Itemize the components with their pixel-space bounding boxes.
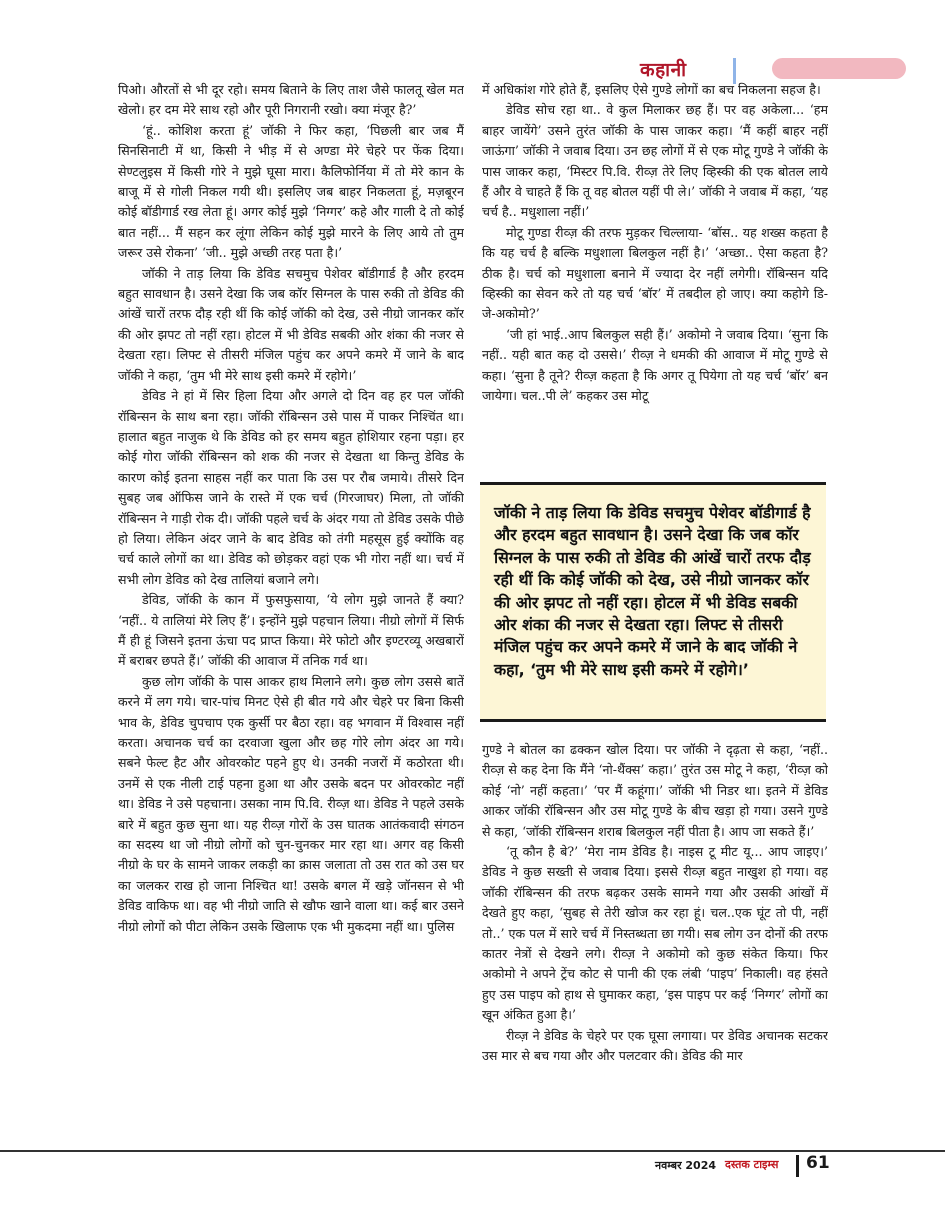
paragraph: रीव्ज़ ने डेविड के चेहरे पर एक घूसा लगाया। पर डेविड अचानक सटकर उस मार से बच गया और और पलटवार की। डेविड की मार <box>482 1027 828 1064</box>
paragraph: गुण्डे ने बोतल का ढक्कन खोल दिया। पर जॉकी ने दृढ़ता से कहा, ‘नहीं.. रीव्ज़ से कह देना कि मैंने ‘नो-थैंक्स’ कहा।’ तुरंत उस मोटू ने कहा, ‘रीव्ज़ को कोई ‘नो’ नहीं कहता।’ ‘पर मैं कहूंगा।’ जॉकी भी निडर था। इतने में डेविड आकर जॉकी रॉबिन्सन और उस मोटू गुण्डे के बीच खड़ा हो गया। उसने गुण्डे से कहा, ‘जॉकी रॉबिन्सन शराब बिलकुल नहीं पीता है। आप जा सकते हैं।’ <box>482 742 828 839</box>
paragraph: ‘जी हां भाई..आप बिलकुल सही हैं।’ अकोमो ने जवाब दिया। ‘सुना कि नहीं.. यही बात कह दो उससे।’ रीव्ज़ ने धमकी की आवाज में मोटू गुण्डे से कहा। ‘सुना है तूने? रीव्ज़ कहता है कि अगर तू पियेगा तो यह चर्च ‘बॉर’ बन जायेगा। चल..पी ले’ कहकर उस मोटू <box>482 326 828 404</box>
paragraph: मोटू गुण्डा रीव्ज़ की तरफ मुड़कर चिल्लाया- ‘बॉस.. यह शख्स कहता है कि यह चर्च है बल्कि मधुशाला बिलकुल नहीं है।’ ‘अच्छा.. ऐसा कहता है? ठीक है। चर्च को मधुशाला बनाने में ज्यादा देर नहीं लगेगी। रॉबिन्सन यदि व्हिस्की का सेवन करे तो यह चर्च ‘बॉर’ में तबदील हो जाए। क्या कहोगे डि-जे-अकोमो?’ <box>482 224 828 322</box>
section-pill-decoration <box>772 58 906 79</box>
section-label: कहानी <box>640 59 687 81</box>
pull-quote-text: जॉकी ने ताड़ लिया कि डेविड सचमुच पेशेवर बॉडीगार्ड है और हरदम बहुत सावधान है। उसने देखा कि जब कॉर सिग्नल के पास रुकी तो डेविड की आंखें चारों तरफ दौड़ रही थीं कि कोई जॉकी को देख, उसे नीग्रो जानकर कॉर की ओर झपट तो नहीं रहा। होटल में भी डेविड सबकी ओर शंका की नजर से देखता रहा। लिफ्ट से तीसरी मंजिल पहुंच कर अपने कमरे में जाने के बाद जॉकी ने कहा, ‘तुम भी मेरे साथ इसी कमरे में रहोगे।’ <box>494 503 811 679</box>
paragraph: में अधिकांश गोरे होते हैं, इसलिए ऐसे गुण्डे लोगों का बच निकलना सहज है। <box>482 82 821 97</box>
right-column-top <box>482 80 828 475</box>
right-column-bottom <box>482 740 828 1125</box>
pull-quote-box <box>480 482 826 722</box>
footer-divider <box>796 1155 799 1177</box>
footer-rule <box>0 1150 945 1152</box>
page-number: 61 <box>806 1153 830 1173</box>
paragraph: जॉकी ने ताड़ लिया कि डेविड सचमुच पेशेवर बॉडीगार्ड है और हरदम बहुत सावधान है। उसने देखा कि जब कॉर सिग्नल के पास रुकी तो डेविड की आंखें चारों तरफ दौड़ रही थीं कि कोई जॉकी को देख, उसे नीग्रो जानकर कॉर की ओर झपट तो नहीं रहा। होटल में भी डेविड सबकी ओर शंका की नजर से देखता रहा। लिफ्ट से तीसरी मंजिल पहुंच कर अपने कमरे में जाने के बाद जॉकी ने कहा, ‘तुम भी मेरे साथ इसी कमरे में रहोगे।’ <box>118 265 464 383</box>
paragraph: ‘हूं.. कोशिश करता हूं’ जॉकी ने फिर कहा, ‘पिछली बार जब मैं सिनसिनाटी में था, किसी ने भीड़ में से अण्डा मेरे चेहरे पर फेंक दिया। सेण्टलुइस में किसी गोरे ने मुझे घूसा मारा। कैलिफोर्निया में तो मेरे कान के बाजू में से गोली निकल गयी थी। इसलिए जब बाहर निकलता हूं, मज़बूरन कोई बॉडीगार्ड रख लेता हूं। अगर कोई मुझे ‘निग्गर’ कहे और गाली दे तो कोई बात नहीं... मैं सहन कर लूंगा लेकिन कोई मुझे मारने के लिए आये तो तुम जरूर उसे रोकना’ ‘जी.. मुझे अच्छी तरह पता है।’ <box>118 122 464 261</box>
paragraph: डेविड ने हां में सिर हिला दिया और अगले दो दिन वह हर पल जॉकी रॉबिन्सन के साथ बना रहा। जॉकी रॉबिन्सन उसे पास में पाकर निश्चिंत था। हालात बहुत नाजुक थे कि डेविड को हर समय बहुत होशियार रहना पड़ा। हर कोई गोरा जॉकी रॉबिन्सन को शक की नजर से देखता था किन्तु डेविड के कारण कोई इतना साहस नहीं कर पाता कि उस पर रौब जमाये। तीसरे दिन सुबह जब ऑफिस जाने के रास्ते में एक चर्च (गिरजाघर) मिला, तो जॉकी रॉबिन्सन ने गाड़ी रोक दी। जॉकी पहले चर्च के अंदर गया तो डेविड उसके पीछे हो लिया। लेकिन अंदर जाने के बाद डेविड को तंगी महसूस हुई क्योंकि वह चर्च काले लोगों का था। डेविड को छोड़कर वहां एक भी गोरा नहीं था। चर्च में सभी लोग डेविड को देख तालियां बजाने लगे। <box>118 388 464 587</box>
paragraph: पिओ। औरतों से भी दूर रहो। समय बिताने के लिए ताश जैसे फालतू खेल मत खेलो। हर दम मेरे साथ रहो और पूरी निगरानी रखो। क्या मंजूर है?’ <box>118 82 464 118</box>
paragraph: डेविड, जॉकी के कान में फुसफुसाया, ‘ये लोग मुझे जानते हैं क्या? ‘नहीं.. ये तालियां मेरे लिए हैं’। इन्होंने मुझे पहचान लिया। नीग्रो लोगों में सिर्फ मैं ही हूं जिसने इतना ऊंचा पद प्राप्त किया। मेरे फोटो और इण्टरव्यू अखबारों में बराबर छपते हैं।’ जॉकी की आवाज में तनिक गर्व था। <box>118 592 464 669</box>
footer-magazine-name: दस्तक टाइम्स <box>725 1158 779 1171</box>
paragraph: कुछ लोग जॉकी के पास आकर हाथ मिलाने लगे। कुछ लोग उससे बातें करने में लग गये। चार-पांच मिनट ऐसे ही बीत गये और चेहरे पर बिना किसी भाव के, डेविड चुपचाप एक कुर्सी पर बैठा रहा। वह भगवान में विश्वास नहीं करता। अचानक चर्च का दरवाजा खुला और छह गोरे लोग अंदर आ गये। सबने फेल्ट हैट और ओवरकोट पहने हुए थे। उनकी नजरों में कठोरता थी। उनमें से एक नीली टाई पहना हुआ था और उसके बदन पर ओवरकोट नहीं था। डेविड ने उसे पहचाना। उसका नाम पि.वि. रीव्ज़ था। डेविड ने पहले उसके बारे में बहुत कुछ सुना था। यह रीव्ज़ गोरों के उस घातक आतंकवादी संगठन का सदस्य था जो नीग्रो लोगों को चुन-चुनकर मार रहा था। अगर वह किसी नीग्रो के घर के सामने जाकर लकड़ी का क्रास जलाता तो उस रात को उस घर का जलकर राख हो जाना निश्चित था! उसके बगल में खड़े जॉनसन से भी डेविड वाकिफ था। वह भी नीग्रो जाति से खौफ खाने वाला था। कई बार उसने नीग्रो लोगों को पीटा लेकिन उसके खिलाफ एक भी मुकदमा नहीं था। पुलिस <box>118 673 464 934</box>
left-column <box>118 80 464 1125</box>
footer-issue-date: नवम्बर 2024 <box>655 1159 717 1172</box>
paragraph: डेविड सोच रहा था.. वे कुल मिलाकर छह हैं। पर वह अकेला... ‘हम बाहर जायेंगे’ उसने तुरंत जॉकी के पास जाकर कहा। ‘मैं कहीं बाहर नहीं जाऊंगा’ जॉकी ने जवाब दिया। उन छह लोगों में से एक मोटू गुण्डे ने जॉकी के पास जाकर कहा, ‘मिस्टर पि.वि. रीव्ज़ तेरे लिए व्हिस्की की एक बोतल लाये हैं और वे चाहते हैं कि तू वह बोतल यहीं पी ले।’ जॉकी ने जवाब में कहा, ‘यह चर्च है.. मधुशाला नहीं।’ <box>482 102 828 220</box>
paragraph: ‘तू कौन है बे?’ ‘मेरा नाम डेविड है। नाइस टू मीट यू... आप जाइए।’ डेविड ने कुछ सख्ती से जवाब दिया। इससे रीव्ज़ बहुत नाखुश हो गया। वह जॉकी रॉबिन्सन की तरफ बढ़कर उसके सामने गया और उसकी आंखों में देखते हुए कहा, ‘सुबह से तेरी खोज कर रहा हूं। चल..एक घूंट तो पी, नहीं तो..’ एक पल में सारे चर्च में निस्तब्धता छा गयी। सब लोग उन दोनों की तरफ कातर नेत्रों से देखने लगे। रीव्ज़ ने अकोमो को कुछ संकेत किया। फिर अकोमो ने अपने ट्रेंच कोट से पानी की एक लंबी ‘पाइप’ निकाली। वह हंसते हुए उस पाइप को हाथ से घुमाकर कहा, ‘इस पाइप पर कई ‘निग्गर’ लोगों का खून अंकित हुआ है।’ <box>482 844 828 1023</box>
